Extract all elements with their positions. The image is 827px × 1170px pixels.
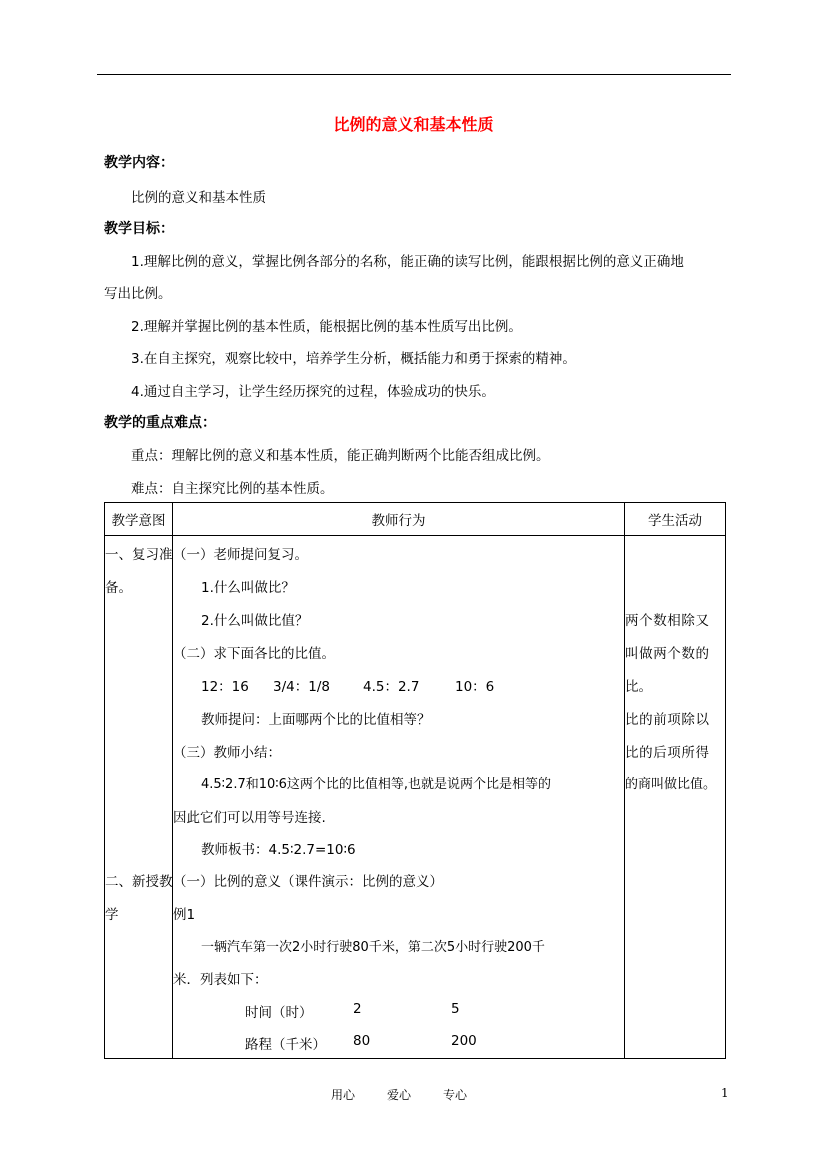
difficult-point: 难点：自主探究比例的基本性质。 [131,481,334,497]
page-number: 1 [721,1086,729,1100]
teacher-line-9: 因此它们可以用等号连接. [173,810,326,826]
distance-value-1: 80 [353,1033,371,1049]
key-points-heading: 教学的重点难点： [104,415,216,431]
footer-word-3: 专心 [443,1088,468,1102]
ratio-3: 4.5：2.7 [363,679,420,695]
student-line-5: 比的后项所得 [625,745,710,761]
student-line-2: 叫做两个数的 [625,646,710,662]
ratio-2: 3/4：1/8 [273,679,330,695]
goal-3: 3.在自主探究，观察比较中，培养学生分析，概括能力和勇于探索的精神。 [131,351,576,367]
intent-s1-line1: 一、复习准 [105,547,173,563]
student-line-6: 的商叫做比值。 [625,777,717,792]
student-line-4: 比的前项除以 [625,712,710,728]
teacher-line-4: （二）求下面各比的比值。 [173,646,335,662]
header-teacher: 教师行为 [173,503,625,536]
distance-value-2: 200 [451,1033,477,1049]
time-label: 时间（时） [245,1005,313,1021]
teacher-cell [173,536,625,1059]
ratio-1: 12：16 [201,679,249,695]
intent-cell [105,536,173,1059]
goal-2: 2.理解并掌握比例的基本性质，能根据比例的基本性质写出比例。 [131,319,522,335]
student-cell [625,536,726,1059]
footer-word-2: 爱心 [387,1088,412,1102]
teacher-line-3: 2.什么叫做比值？ [201,613,309,629]
teacher-line-1: （一）老师提问复习。 [173,547,308,563]
header-rule [97,74,731,75]
goals-heading: 教学目标： [104,221,174,237]
student-line-3: 比。 [625,679,652,695]
intent-s2-line2: 学 [105,907,119,923]
intent-s2-line1: 二、新授教 [105,874,173,890]
teacher-line-14: 米．列表如下： [173,972,268,988]
teacher-line-11: （一）比例的意义（课件演示：比例的意义） [173,874,443,890]
content-text: 比例的意义和基本性质 [131,190,266,206]
time-value-2: 5 [451,1001,460,1017]
teacher-line-8: 4.5∶2.7和10∶6这两个比的比值相等,也就是说两个比是相等的 [201,777,552,792]
key-point: 重点：理解比例的意义和基本性质，能正确判断两个比能否组成比例。 [131,448,550,464]
page-title: 比例的意义和基本性质 [333,115,494,134]
goal-4: 4.通过自主学习，让学生经历探究的过程，体验成功的快乐。 [131,384,495,400]
teacher-line-10: 教师板书：4.5∶2.7=10∶6 [201,842,356,858]
goal-1-line-2: 写出比例。 [104,286,172,302]
goal-1-line-1: 1.理解比例的意义，掌握比例各部分的名称，能正确的读写比例，能跟根据比例的意义正确地 [131,254,684,270]
teacher-line-6: 教师提问：上面哪两个比的比值相等？ [201,712,431,728]
distance-label: 路程（千米） [245,1037,326,1053]
table-body-row [105,536,726,1059]
teacher-line-2: 1.什么叫做比？ [201,580,295,596]
teacher-line-12: 例1 [173,907,196,923]
ratio-4: 10：6 [455,679,495,695]
content-heading: 教学内容： [104,155,174,171]
intent-s1-line2: 备。 [105,580,132,596]
header-student: 学生活动 [625,503,726,536]
table-header-row [105,503,726,536]
student-line-1: 两个数相除又 [625,613,710,629]
lesson-table [104,502,726,1059]
footer-word-1: 用心 [331,1088,356,1102]
time-value-1: 2 [353,1001,362,1017]
header-intent: 教学意图 [105,503,173,536]
teacher-line-13: 一辆汽车第一次2小时行驶80千米，第二次5小时行驶200千 [201,940,545,955]
teacher-line-7: （三）教师小结： [173,745,281,761]
